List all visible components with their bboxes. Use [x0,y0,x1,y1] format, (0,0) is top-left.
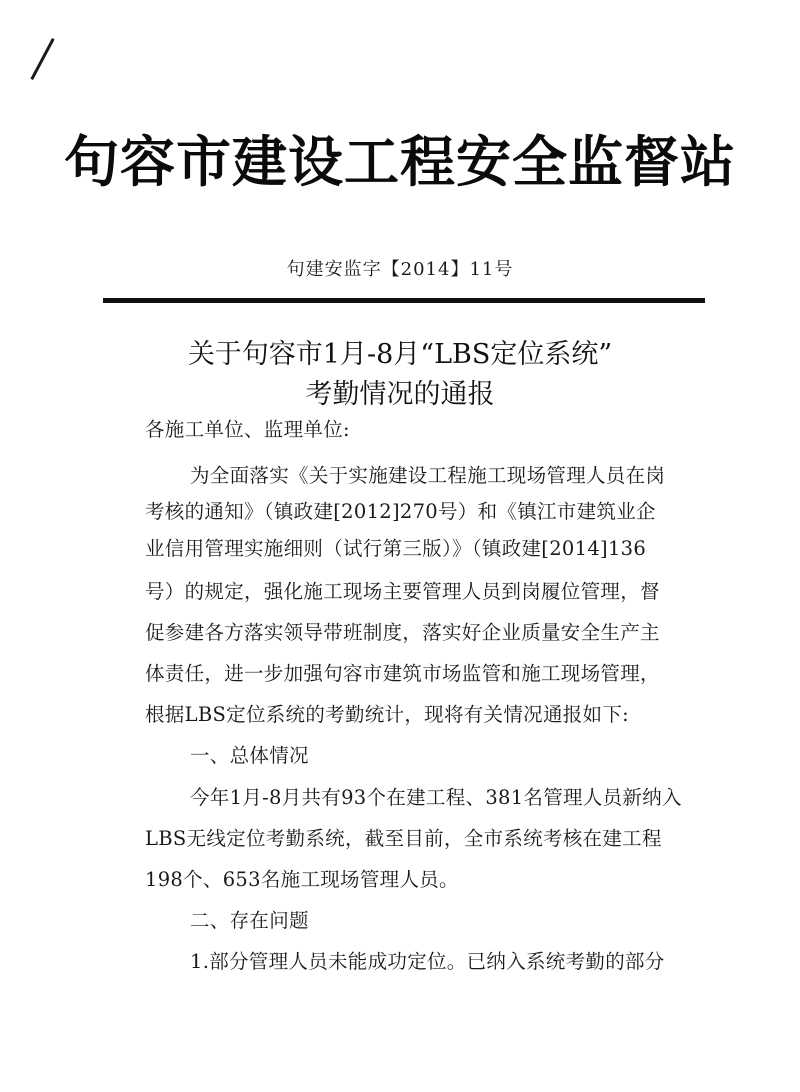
handwritten-slash-mark [30,38,54,80]
issuer-title: 句容市建设工程安全监督站 [63,129,736,194]
body-line: 1.部分管理人员未能成功定位。已纳入系统考勤的部分 [190,950,665,973]
body-line: 为全面落实《关于实施建设工程施工现场管理人员在岗 [190,464,666,487]
body-line: 根据LBS定位系统的考勤统计，现将有关情况通报如下: [145,703,630,726]
section-heading-issues: 二、存在问题 [190,909,309,932]
body-line: LBS无线定位考勤系统，截至目前，全市系统考核在建工程 [145,827,662,850]
body-line: 促参建各方落实领导带班制度，落实好企业质量安全生产主 [145,621,660,644]
notice-title-line-1: 关于句容市1月-8月“LBS定位系统” [187,339,613,370]
body-line: 号）的规定，强化施工现场主要管理人员到岗履位管理，督 [145,580,660,603]
header-rule-divider [103,298,705,303]
body-line: 今年1月-8月共有93个在建工程、381名管理人员新纳入 [190,786,682,809]
section-heading-overview: 一、总体情况 [190,744,309,767]
document-number: 句建安监字【2014】11号 [286,259,514,280]
body-line: 体责任，进一步加强句容市建筑市场监管和施工现场管理， [145,662,660,685]
salutation: 各施工单位、监理单位: [145,418,350,441]
body-line: 考核的通知》（镇政建[2012]270号）和《镇江市建筑业企 [145,500,656,523]
body-line: 业信用管理实施细则（试行第三版）》（镇政建[2014]136 [145,537,647,560]
notice-title-line-2: 考勤情况的通报 [305,379,495,410]
body-line: 198个、653名施工现场管理人员。 [145,868,459,891]
